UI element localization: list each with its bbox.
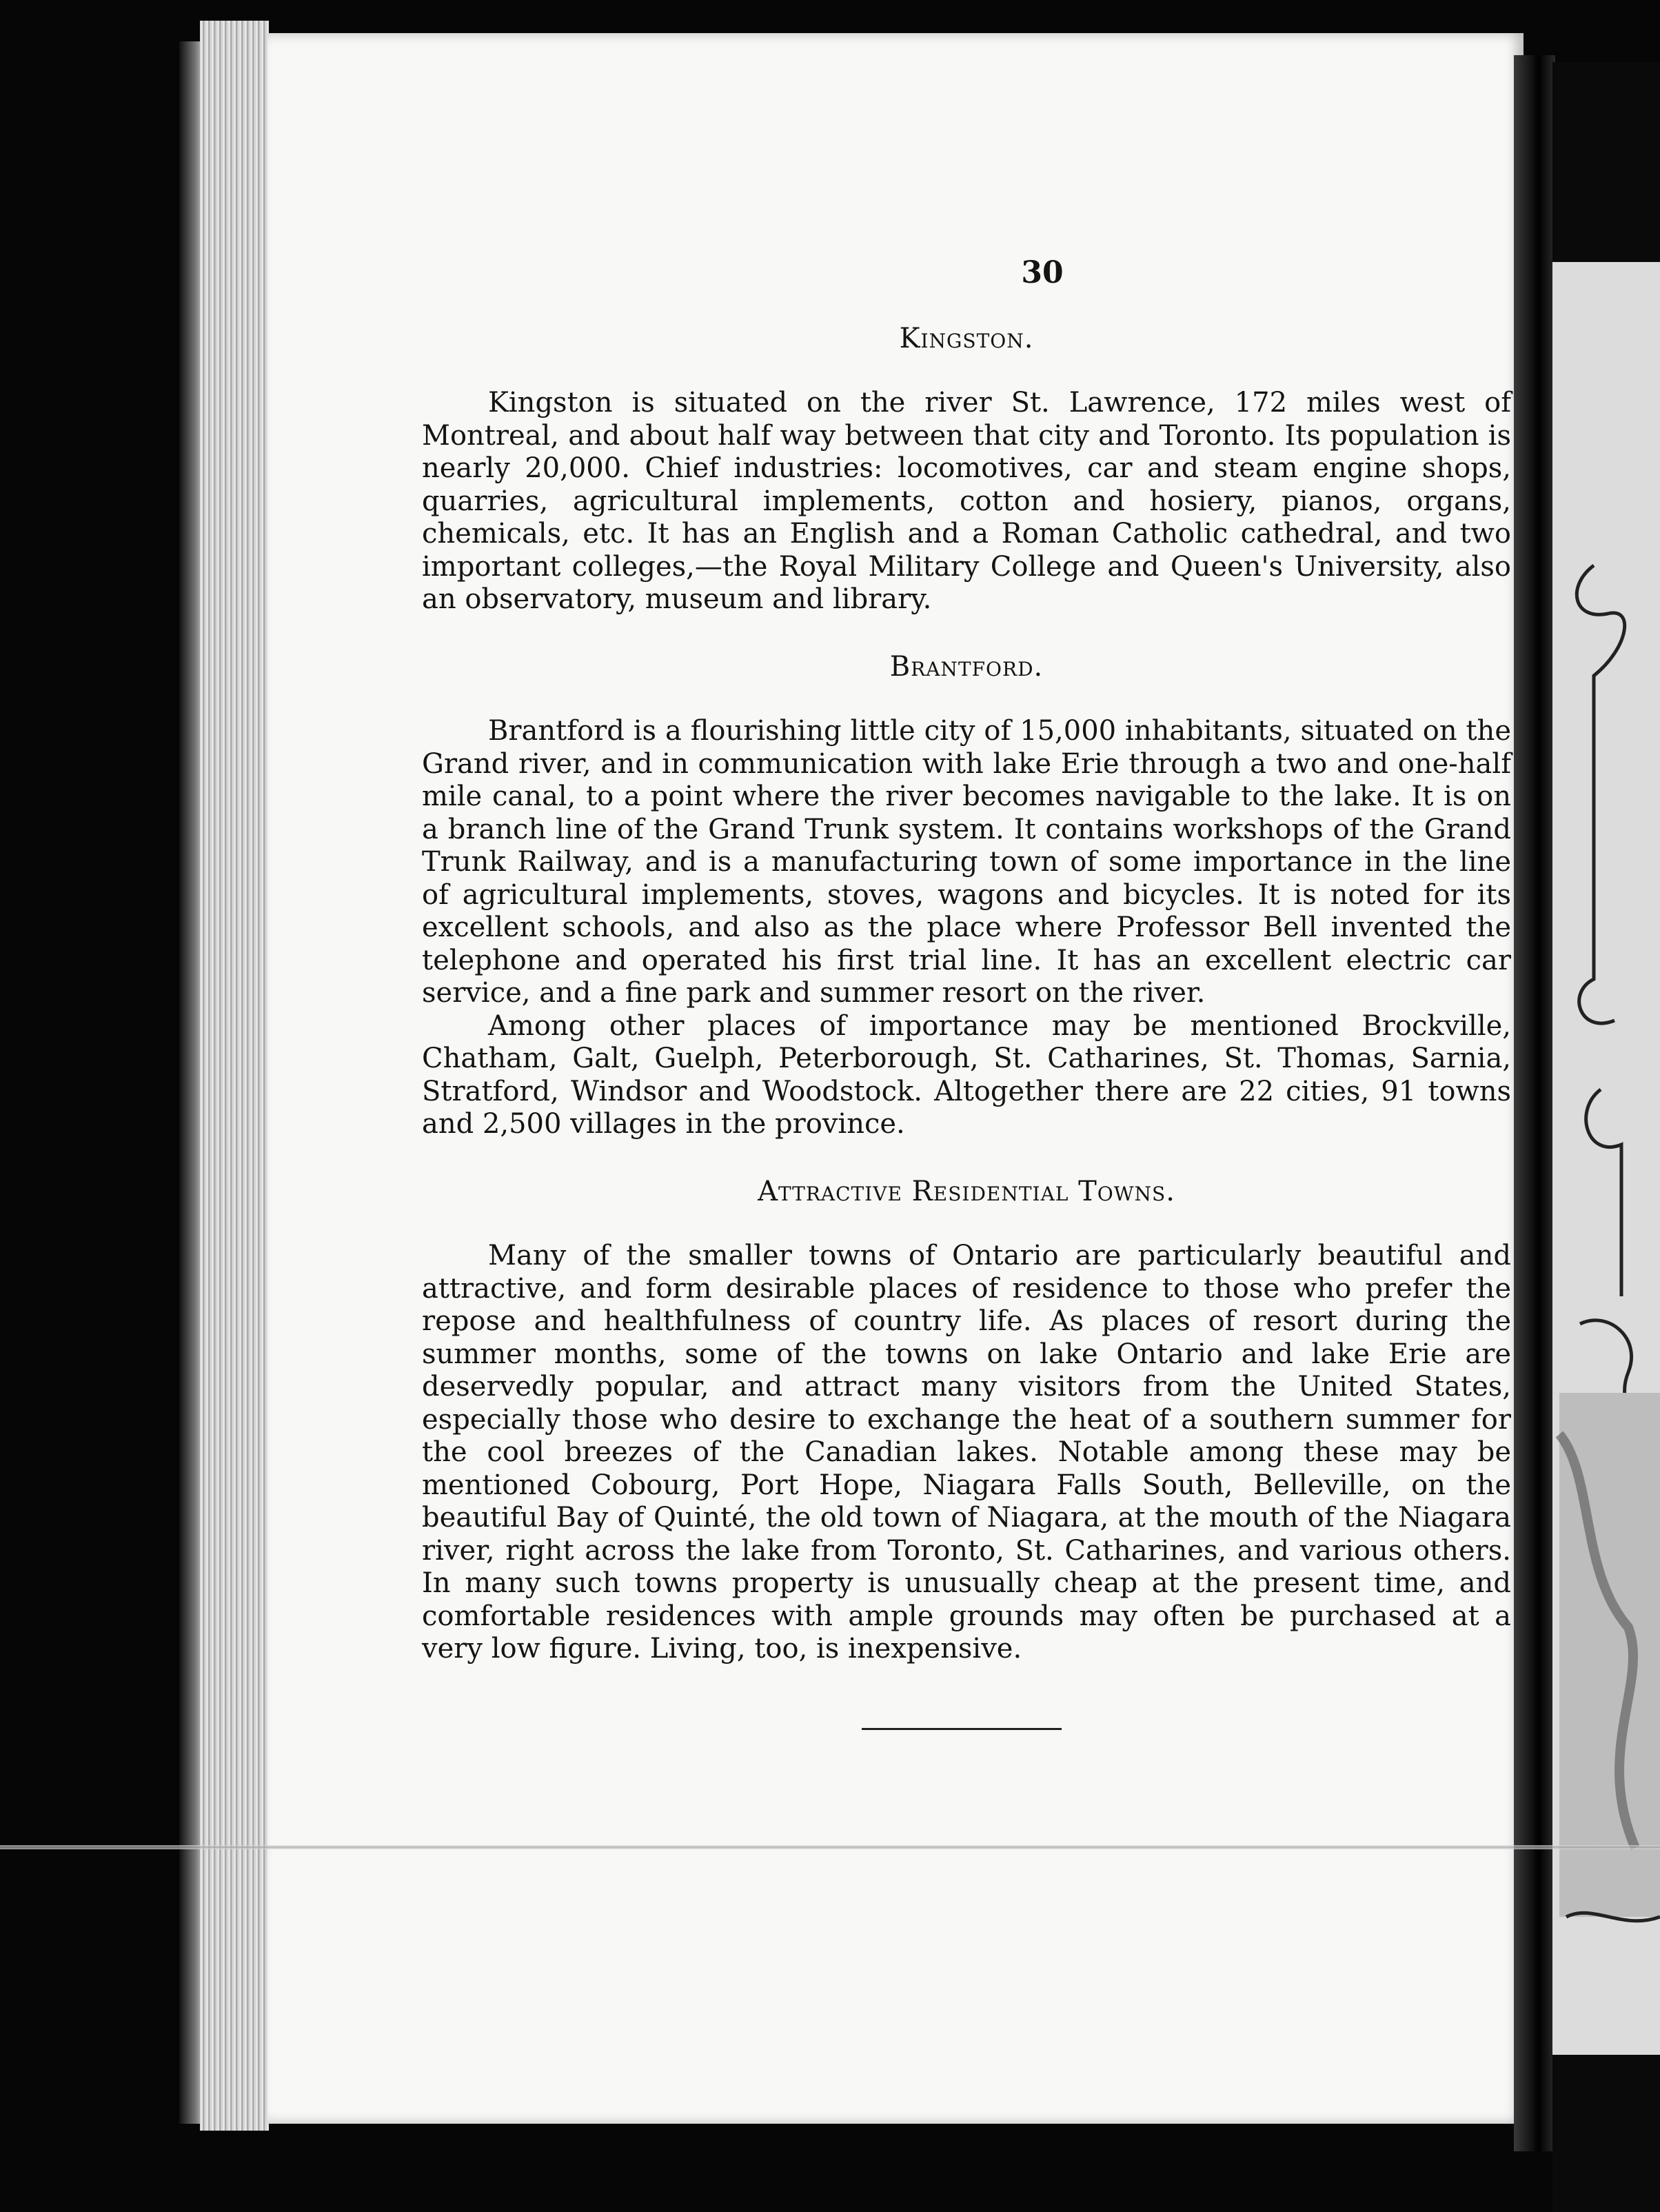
page-number: 30	[1021, 255, 1064, 290]
paragraph-kingston: Kingston is situated on the river St. Lawrence, 172 miles west of Montreal, and about half way between that city and Toronto. Its population is nearly 20,000. Chief industries: locomotives, car and steam engine shops, quarries, agricultural implements, cotton and hosiery, pianos, organs, chemicals, etc. It has an English and a Roman Catholic cathedral, and two important colleges,—the Royal Military College and Queen's University, also an observatory, museum and library.	[422, 387, 1511, 615]
page-text	[422, 257, 1511, 1700]
facing-page-shadow-bottom	[1552, 2055, 1660, 2212]
scan-artifact-line	[0, 1845, 1660, 1849]
heading-residential-towns: Attractive Residential Towns.	[758, 1175, 1175, 1207]
heading-brantford: Brantford.	[889, 650, 1044, 683]
paragraph-brantford: Brantford is a flourishing little city of 15,000 inhabitants, situated on the Grand river, and in communication with lake Erie through a two and one-half mile canal, to a point where the river becomes navigable to the lake. It is on a branch line of the Grand Trunk system. It contains workshops of the Grand Trunk Railway, and is a manufacturing town of some importance in the line of agricultural implements, stoves, wagons and bicycles. It is noted for its excellent schools, and also as the place where Professor Bell invented the telephone and operated his first trial line. It has an excellent electric car service, and a fine park and summer resort on the river.	[422, 715, 1511, 1009]
section-end-rule	[862, 1728, 1062, 1730]
book-edge-shadow	[179, 41, 203, 2124]
paragraph-other-places: Among other places of importance may be mentioned Brockville, Chatham, Galt, Guelph, Peterborough, St. Catharines, St. Thomas, Sarnia, Stratford, Windsor and Woodstock. Altogether there are 22 cities, 91 towns and 2,500 villages in the province.	[422, 1009, 1511, 1140]
book-gutter	[1514, 55, 1555, 2151]
facing-page-illustration	[1552, 262, 1660, 2055]
facing-page-shadow-top	[1552, 62, 1660, 262]
heading-kingston: Kingston.	[899, 322, 1034, 354]
book-page-edges	[200, 21, 269, 2131]
ornamental-frame-icon	[1552, 262, 1660, 2055]
paragraph-residential-towns: Many of the smaller towns of Ontario are particularly beautiful and attractive, and form desirable places of residence to those who prefer the repose and healthfulness of country life. As places of resort during the summer months, some of the towns on lake Ontario and lake Erie are deservedly popular, and attract many visitors from the United States, especially those who desire to exchange the heat of a southern summer for the cool breezes of the Canadian lakes. Notable among these may be mentioned Cobourg, Port Hope, Niagara Falls South, Belleville, on the beautiful Bay of Quinté, the old town of Niagara, at the mouth of the Niagara river, right across the lake from Toronto, St. Catharines, and various others. In many such towns property is unusually cheap at the present time, and comfortable residences with ample grounds may often be purchased at a very low figure. Living, too, is inexpensive.	[422, 1240, 1511, 1665]
